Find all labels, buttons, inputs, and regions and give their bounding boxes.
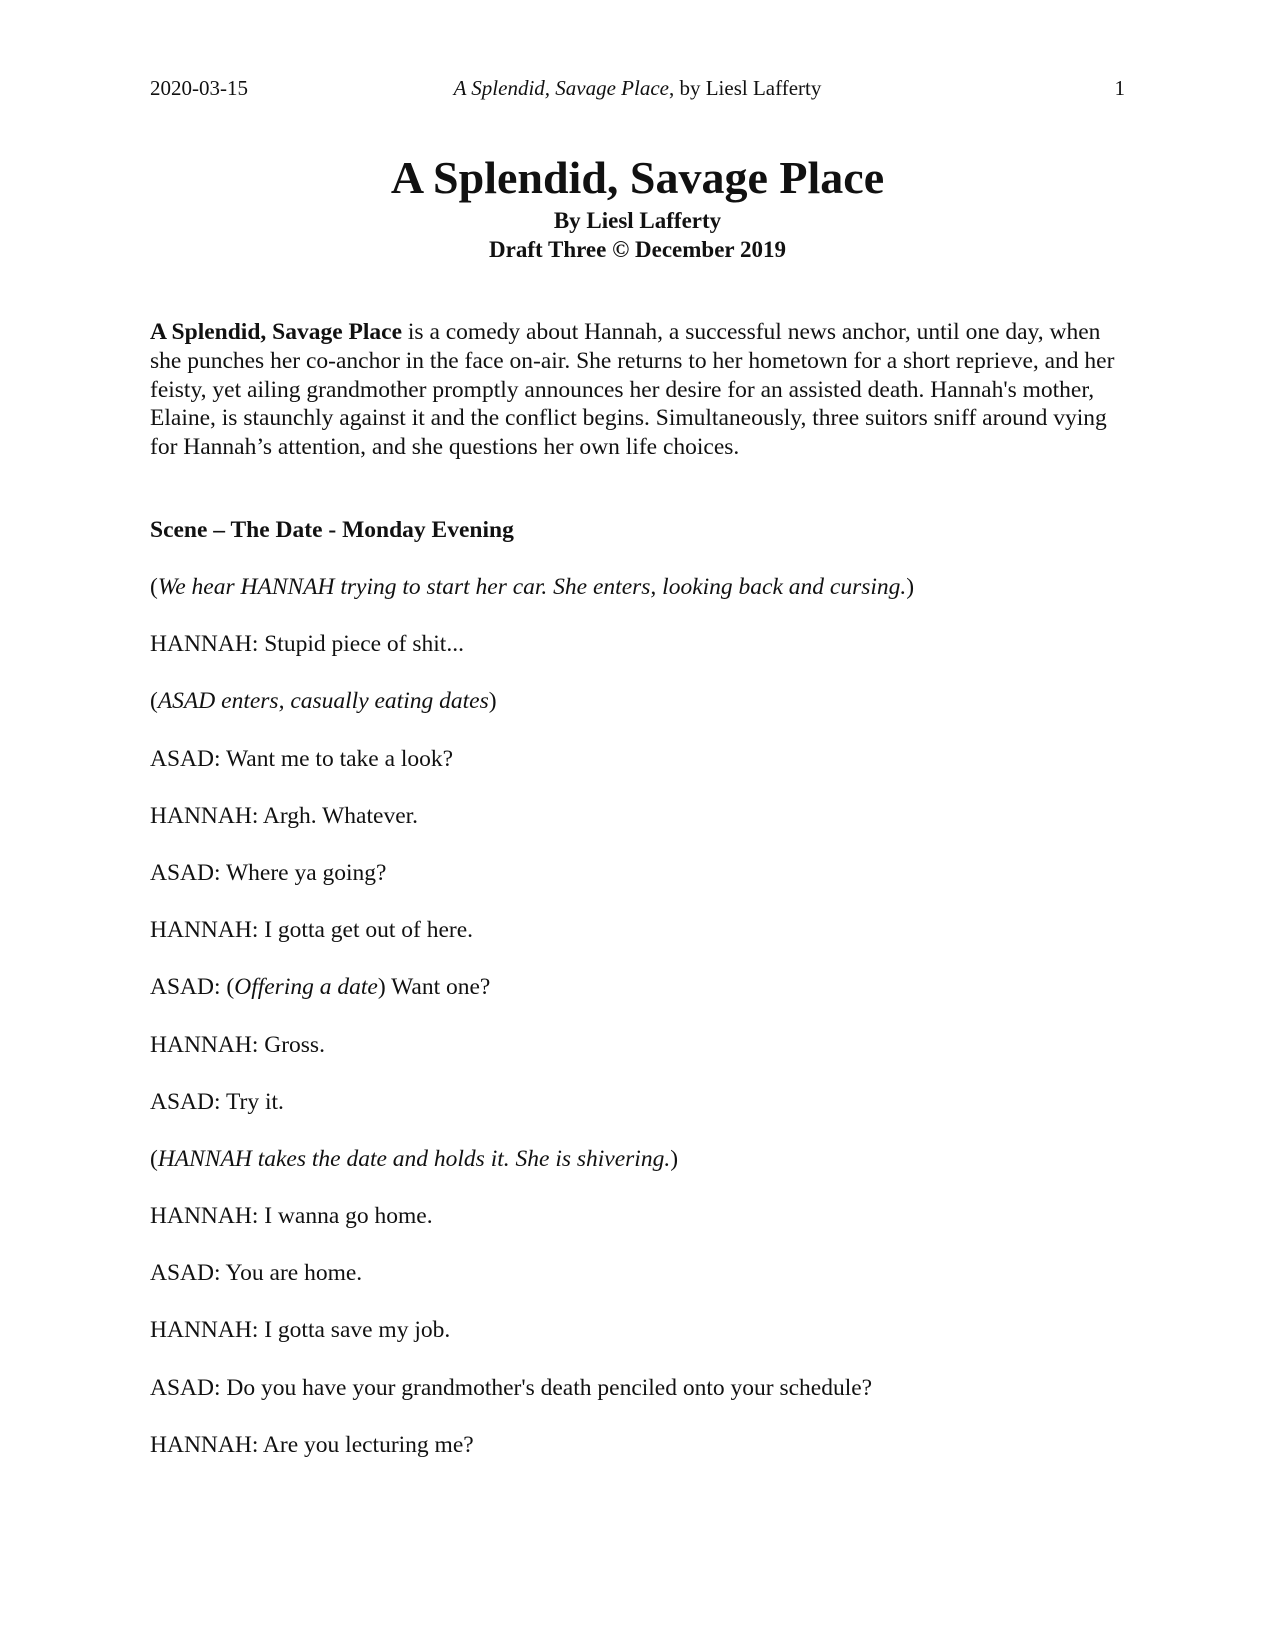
stage-direction: HANNAH takes the date and holds it. She is shivering. <box>157 1145 671 1172</box>
header-title <box>150 74 1125 102</box>
line-text: HANNAH: I gotta save my job. <box>150 1317 451 1344</box>
scene-heading: Scene – The Date - Monday Evening <box>150 517 514 543</box>
line-text: ( <box>150 1145 158 1172</box>
script-line <box>150 859 1125 916</box>
stage-direction: We hear HANNAH trying to start her car. She enters, looking back and cursing. <box>157 574 907 600</box>
header-page-number: 1 <box>1114 76 1125 100</box>
line-text: ASAD: Want me to take a look? <box>150 745 454 772</box>
line-text: ASAD: Do you have your grandmother's death penciled onto your schedule? <box>150 1374 873 1401</box>
line-text: HANNAH: I gotta get out of here. <box>150 917 474 944</box>
line-text: HANNAH: Gross. <box>150 1031 325 1058</box>
synopsis-bold-lead: A Splendid, Savage Place <box>150 319 403 345</box>
stage-direction: ASAD enters, casually eating dates <box>157 688 489 715</box>
header-title-italic: A Splendid, Savage Place <box>453 76 669 100</box>
header-date: 2020-03-15 <box>150 76 248 100</box>
line-text-after: ) Want one? <box>377 974 491 1001</box>
script-line <box>150 1431 1125 1488</box>
line-text: HANNAH: Stupid piece of shit... <box>150 631 464 658</box>
script-line <box>150 1088 1125 1145</box>
script-line <box>150 973 1125 1030</box>
script-line <box>150 916 1125 973</box>
page-title: A Splendid, Savage Place <box>390 152 885 203</box>
script-line <box>150 573 1125 630</box>
script-line <box>150 1031 1125 1088</box>
line-text: HANNAH: Are you lecturing me? <box>150 1431 474 1458</box>
script-line <box>150 1259 1125 1316</box>
script-line <box>150 1202 1125 1259</box>
synopsis <box>150 318 1125 462</box>
script-line <box>150 802 1125 859</box>
line-text-after: ) <box>488 688 497 715</box>
line-text: ( <box>150 574 158 600</box>
line-text: ASAD: Try it. <box>150 1088 284 1115</box>
script-line <box>150 1374 1125 1431</box>
line-text: ASAD: ( <box>150 974 235 1001</box>
header-title-suffix: , by Liesl Lafferty <box>668 76 822 100</box>
byline: By Liesl Lafferty <box>553 208 722 233</box>
line-text-after: ) <box>670 1145 679 1172</box>
line-text: ( <box>150 688 158 715</box>
line-text: ASAD: Where ya going? <box>150 859 387 886</box>
synopsis-text: is a comedy about Hannah, a successful news anchor, until one day, when she punches her co-anchor in the face on-air. She returns to her hometown for a short reprieve, and her feisty, yet ailing grandmother promptly announces her desire for an assisted death. Hannah's mother, Elaine, is staunchly against it and the conflict begins. Simultaneously, three suitors sniff around vying for Hannah’s attention, and she questions her own life choices. <box>150 319 1115 461</box>
script-line <box>150 630 1125 687</box>
line-text: ASAD: You are home. <box>150 1260 363 1287</box>
title-block <box>0 150 1275 264</box>
running-header <box>150 74 1125 102</box>
line-text-after: ) <box>906 574 915 600</box>
stage-direction: Offering a date <box>234 974 378 1001</box>
scene-body <box>150 516 1125 1488</box>
script-line <box>150 745 1125 802</box>
script-line <box>150 1316 1125 1373</box>
line-text: HANNAH: Argh. Whatever. <box>150 802 419 829</box>
line-text: HANNAH: I wanna go home. <box>150 1203 433 1230</box>
script-line <box>150 687 1125 744</box>
draft-info: Draft Three © December 2019 <box>489 237 786 262</box>
script-line <box>150 1145 1125 1202</box>
